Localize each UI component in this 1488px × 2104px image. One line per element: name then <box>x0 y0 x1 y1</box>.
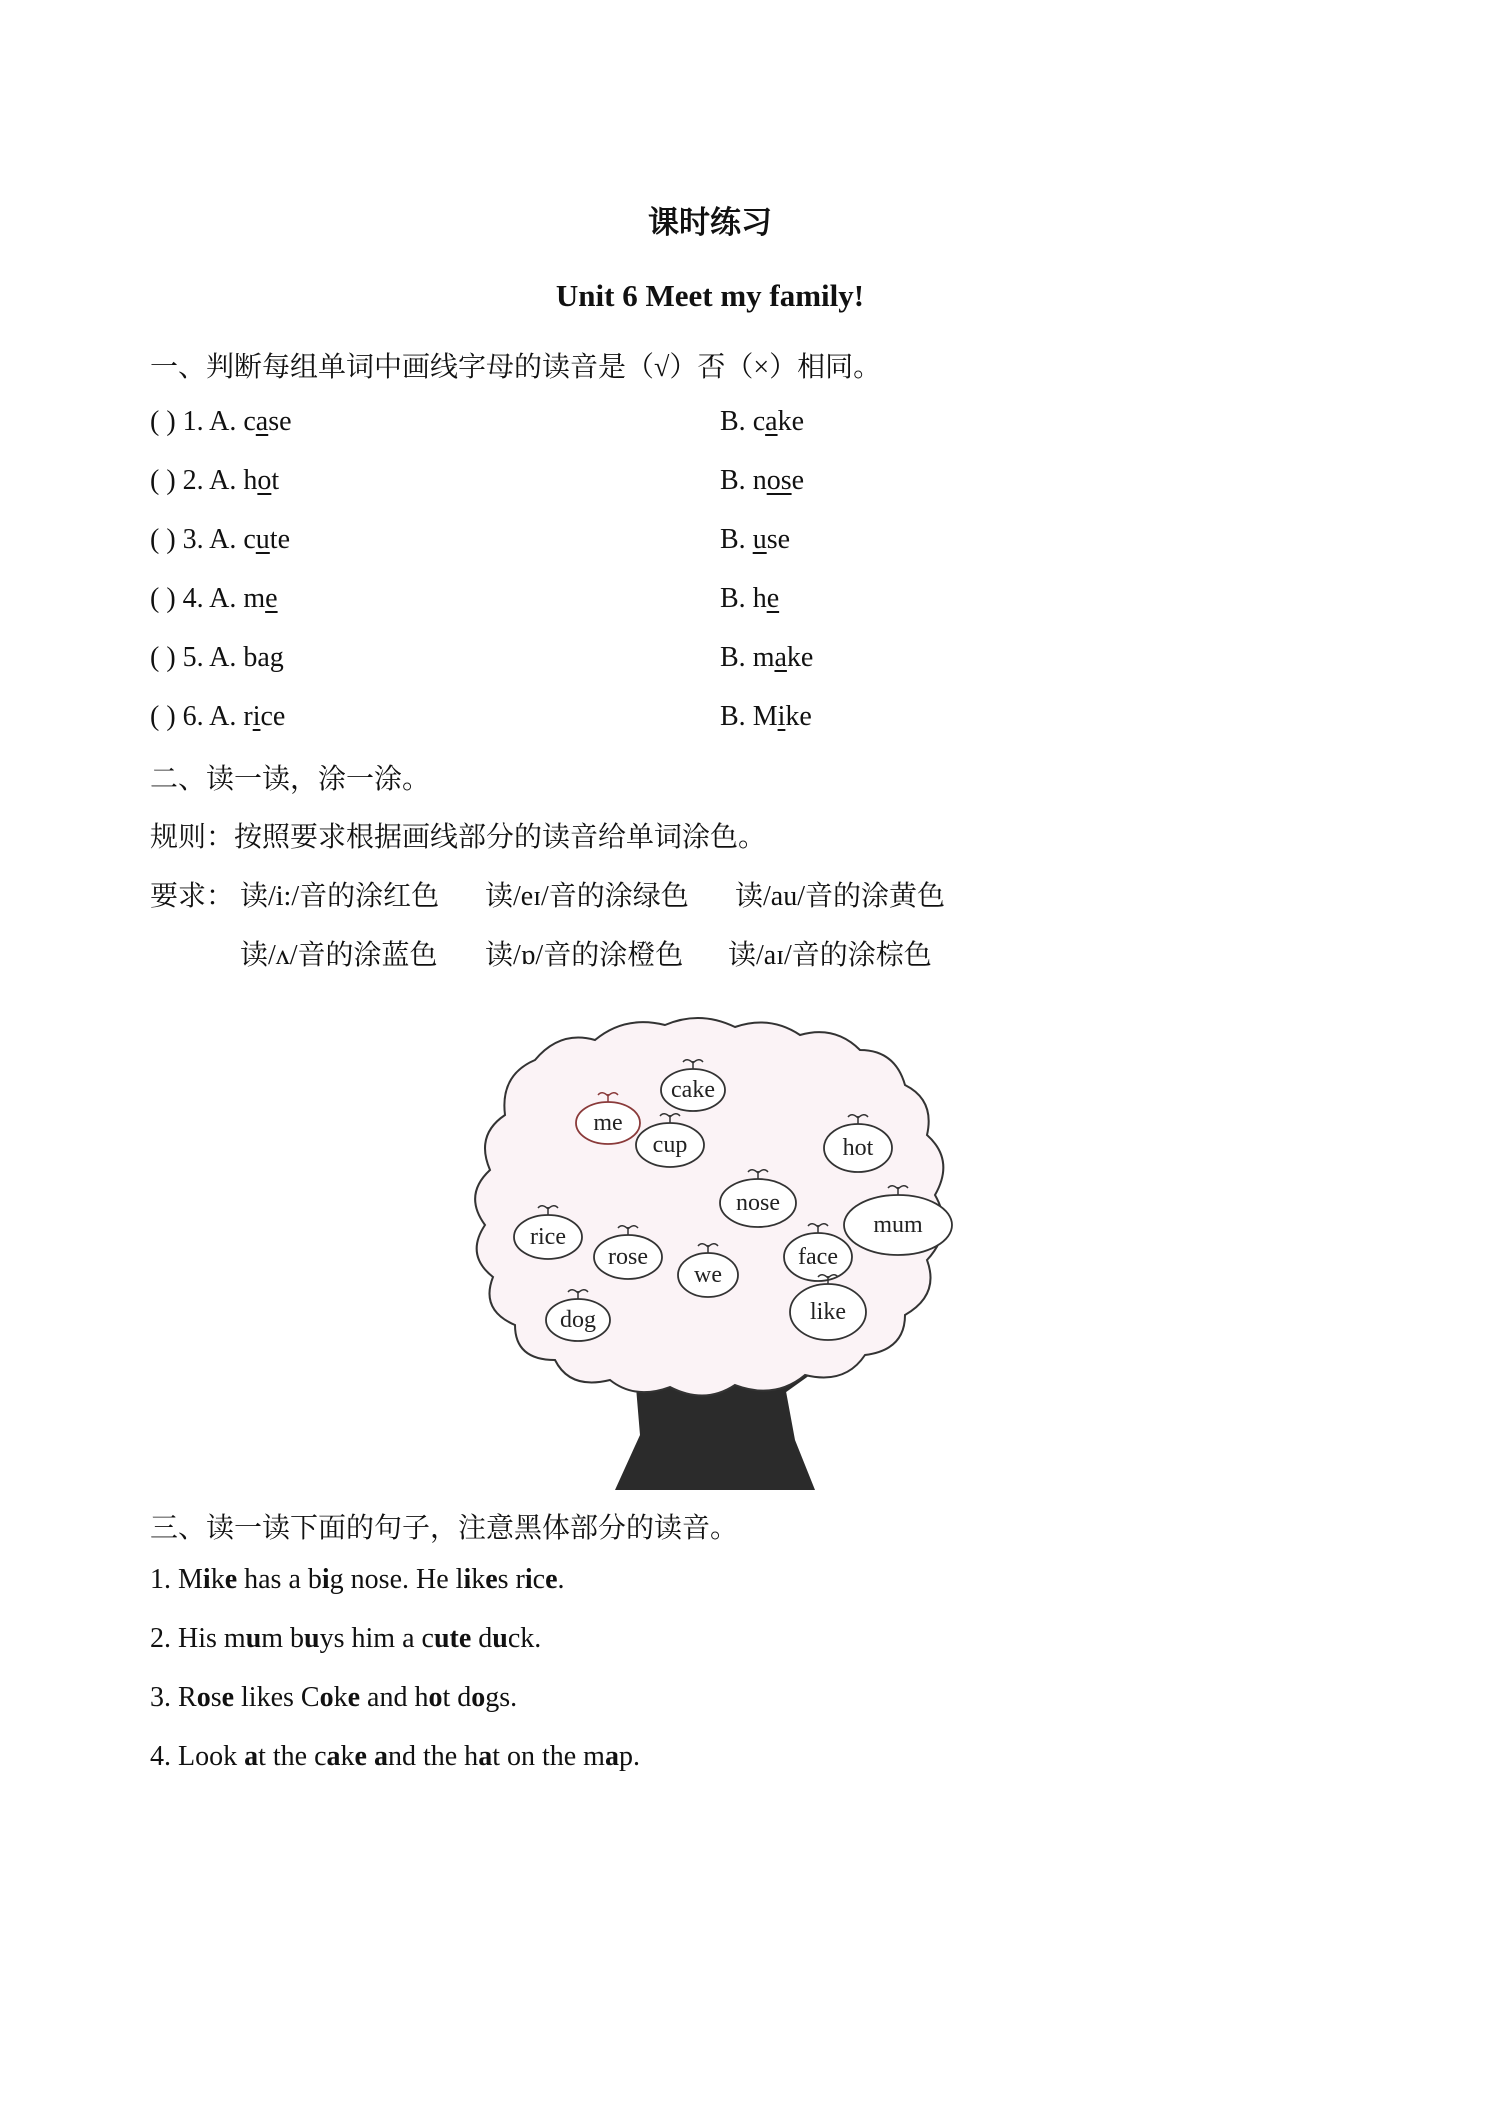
word-a-post: se <box>268 406 292 437</box>
fruit-word: cup <box>652 1132 688 1158</box>
text-segment: 1. M <box>150 1564 203 1595</box>
option-label: B. <box>720 583 746 614</box>
fruit-word: dog <box>560 1307 596 1333</box>
req-yellow: 读/au/音的涂黄色 <box>735 881 945 912</box>
section1-heading: 一、判断每组单词中画线字母的读音是（√）否（×）相同。 <box>150 352 882 383</box>
word-b-underlined: i <box>777 701 786 732</box>
item-number: 1. <box>182 406 204 437</box>
option-label: B. <box>720 524 746 555</box>
item-number: 5. <box>182 642 204 673</box>
bold-segment: e <box>545 1564 558 1595</box>
fruit-word: like <box>810 1299 846 1325</box>
fruit-word: rose <box>608 1244 648 1270</box>
req-blue: 读/ʌ/音的涂蓝色 <box>240 940 438 971</box>
text-segment <box>367 1741 374 1772</box>
text-segment: gs. <box>485 1682 518 1713</box>
word-a-underlined: g <box>269 642 284 673</box>
exercise-item-b <box>720 701 812 733</box>
word-b-underlined: u <box>752 524 767 555</box>
text-segment: 2. His m <box>150 1623 246 1654</box>
page-title: 课时练习 <box>648 205 772 240</box>
bold-segment: u <box>492 1623 508 1654</box>
exercise-item-a <box>150 524 290 556</box>
exercise-item-b <box>720 583 779 615</box>
fruit-word: face <box>798 1244 838 1270</box>
word-b-post: e <box>791 465 805 496</box>
word-a-underlined: u <box>255 524 270 555</box>
text-segment: has a b <box>237 1564 322 1595</box>
word-a-post: t <box>271 465 280 496</box>
item-number: 2. <box>182 465 204 496</box>
exercise-item-b <box>720 642 813 674</box>
word-b-pre: n <box>752 465 767 496</box>
word-a-post: ce <box>260 701 286 732</box>
text-segment: t the c <box>258 1741 327 1772</box>
sentence <box>150 1623 541 1655</box>
item-number: 3. <box>182 524 204 555</box>
exercise-item-a <box>150 642 284 674</box>
word-b-post: se <box>766 524 791 555</box>
answer-paren[interactable]: ( ) <box>150 465 176 496</box>
text-segment: 4. Look <box>150 1741 245 1772</box>
bold-segment: a <box>326 1741 341 1772</box>
item-number: 4. <box>182 583 204 614</box>
bold-segment: o <box>319 1682 334 1713</box>
text-segment: ys him a c <box>319 1623 434 1654</box>
bold-segment: a <box>244 1741 259 1772</box>
text-segment: ck. <box>507 1623 542 1654</box>
bold-segment: e <box>224 1564 238 1595</box>
exercise-item-a <box>150 406 292 438</box>
word-b-underlined: e <box>766 583 780 614</box>
bold-segment: e <box>485 1564 498 1595</box>
bold-segment: o <box>196 1682 211 1713</box>
word-b-underlined: os <box>766 465 792 496</box>
option-label: B. <box>720 465 746 496</box>
bold-segment: i <box>202 1564 211 1595</box>
bold-segment: o <box>471 1682 486 1713</box>
text-segment: s r <box>497 1564 525 1595</box>
word-a-underlined: a <box>255 406 269 437</box>
answer-paren[interactable]: ( ) <box>150 642 176 673</box>
sentence <box>150 1564 565 1596</box>
word-b-underlined: a <box>774 642 787 673</box>
req-red: 读/i:/音的涂红色 <box>240 881 440 912</box>
sentence <box>150 1682 517 1714</box>
req-brown: 读/aɪ/音的涂棕色 <box>728 940 932 971</box>
text-segment: s <box>210 1682 222 1713</box>
bold-segment: e <box>221 1682 235 1713</box>
fruit-word: rice <box>530 1224 566 1250</box>
text-segment: 3. R <box>150 1682 197 1713</box>
section2-heading: 二、读一读，涂一涂。 <box>150 764 431 795</box>
word-b-underlined: a <box>765 406 778 437</box>
option-label: A. <box>209 583 237 614</box>
exercise-item-b <box>720 524 790 556</box>
answer-paren[interactable]: ( ) <box>150 406 176 437</box>
text-segment: d <box>471 1623 493 1654</box>
answer-paren[interactable]: ( ) <box>150 583 176 614</box>
word-a-underlined: o <box>257 465 272 496</box>
bold-segment: i <box>463 1564 472 1595</box>
exercise-item-a <box>150 701 285 733</box>
word-a-pre: c <box>243 524 256 555</box>
text-segment: likes C <box>234 1682 320 1713</box>
option-label: B. <box>720 642 746 673</box>
text-segment: k <box>333 1682 348 1713</box>
word-a-post: te <box>269 524 291 555</box>
word-b-post: ke <box>786 642 814 673</box>
text-segment: p. <box>618 1741 640 1772</box>
option-label: A. <box>209 465 237 496</box>
word-a-pre: r <box>243 701 253 732</box>
fruit-word: we <box>694 1262 722 1288</box>
option-label: B. <box>720 701 746 732</box>
word-b-pre: h <box>752 583 767 614</box>
bold-segment: a <box>478 1741 493 1772</box>
bold-segment: e <box>347 1682 361 1713</box>
exercise-item-a <box>150 465 279 497</box>
word-tree-illustration <box>465 1015 975 1490</box>
word-a-pre: ba <box>243 642 270 673</box>
text-segment: t on the m <box>492 1741 605 1772</box>
answer-paren[interactable]: ( ) <box>150 524 176 555</box>
exercise-item-a <box>150 583 278 615</box>
fruit-word: hot <box>842 1135 874 1161</box>
unit-title: Unit 6 Meet my family! <box>555 278 865 313</box>
option-label: A. <box>209 524 237 555</box>
text-segment: m b <box>261 1623 305 1654</box>
bold-segment: a <box>373 1741 388 1772</box>
option-label: A. <box>209 406 237 437</box>
fruit-word: nose <box>736 1190 780 1216</box>
text-segment: k <box>210 1564 225 1595</box>
word-a-underlined: i <box>252 701 261 732</box>
bold-segment: e <box>354 1741 367 1772</box>
option-label: B. <box>720 406 746 437</box>
requirements-label: 要求： <box>150 881 235 912</box>
fruit-word: cake <box>671 1077 715 1103</box>
word-b-pre: m <box>752 642 775 673</box>
bold-segment: o <box>428 1682 443 1713</box>
text-segment: nd the h <box>387 1741 479 1772</box>
option-label: A. <box>209 701 237 732</box>
sentence <box>150 1741 640 1773</box>
exercise-item-b <box>720 406 804 438</box>
exercise-item-b <box>720 465 804 497</box>
text-segment: k <box>340 1741 355 1772</box>
section3-heading: 三、读一读下面的句子，注意黑体部分的读音。 <box>150 1513 739 1544</box>
word-b-post: ke <box>785 701 812 732</box>
section2-rule: 规则：按照要求根据画线部分的读音给单词涂色。 <box>150 822 767 853</box>
word-a-pre: c <box>243 406 256 437</box>
text-segment: k <box>471 1564 486 1595</box>
answer-paren[interactable]: ( ) <box>150 701 176 732</box>
item-number: 6. <box>182 701 204 732</box>
fruit-word: me <box>593 1110 623 1136</box>
word-a-underlined: e <box>265 583 278 614</box>
bold-segment: u <box>304 1623 320 1654</box>
text-segment: c <box>532 1564 546 1595</box>
text-segment: and h <box>360 1682 429 1713</box>
fruit-word: mum <box>873 1212 923 1238</box>
word-b-post: ke <box>777 406 804 437</box>
word-a-pre: m <box>243 583 266 614</box>
req-orange: 读/ɒ/音的涂橙色 <box>485 940 684 971</box>
text-segment: . <box>557 1564 565 1595</box>
word-b-pre: c <box>752 406 766 437</box>
bold-segment: i <box>524 1564 533 1595</box>
word-b-pre: M <box>752 701 778 732</box>
text-segment: g nose. He l <box>329 1564 464 1595</box>
bold-segment: a <box>604 1741 619 1772</box>
text-segment: t d <box>442 1682 472 1713</box>
bold-segment: i <box>321 1564 330 1595</box>
req-green: 读/eɪ/音的涂绿色 <box>485 881 689 912</box>
bold-segment: ute <box>433 1623 472 1654</box>
option-label: A. <box>209 642 237 673</box>
bold-segment: u <box>245 1623 262 1654</box>
word-a-pre: h <box>243 465 258 496</box>
